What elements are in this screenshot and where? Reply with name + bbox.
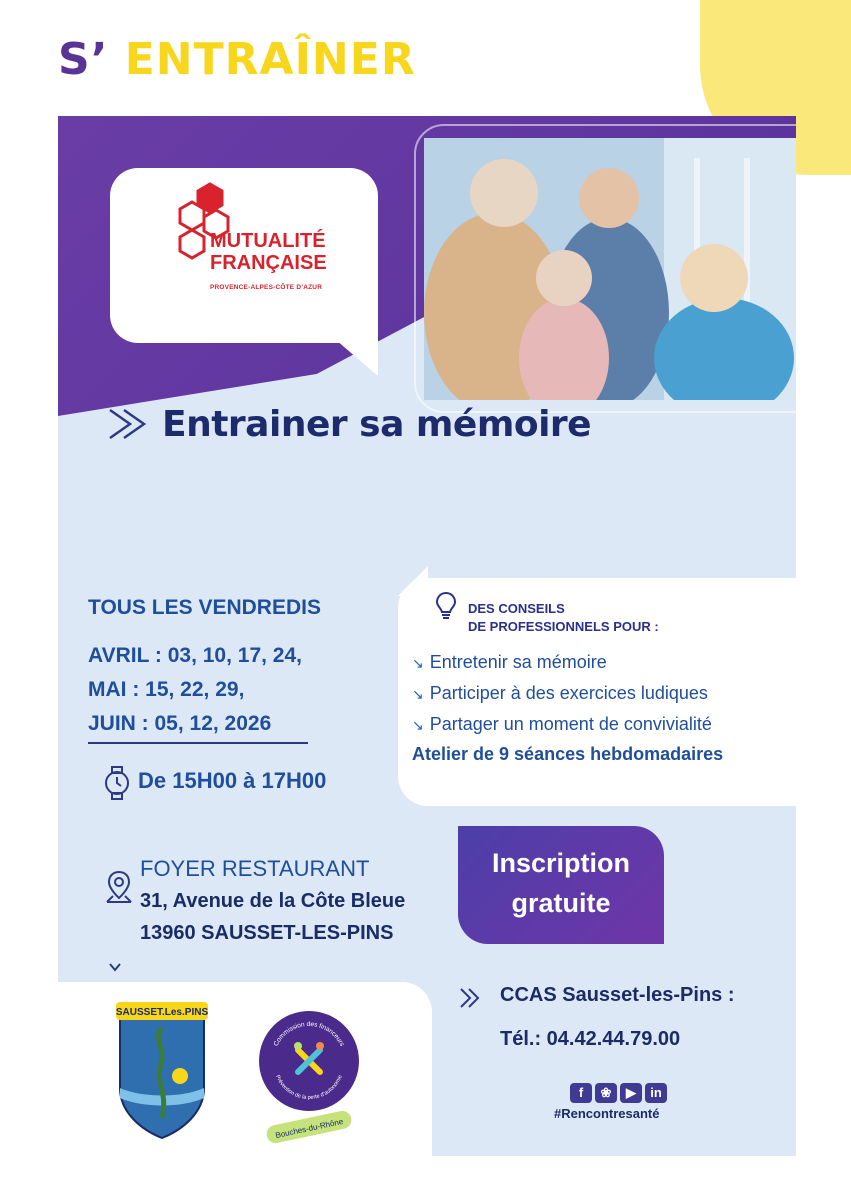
venue-address-line2: 13960 SAUSSET-LES-PINS (140, 922, 394, 944)
mutualite-name-line2: FRANÇAISE (210, 252, 327, 274)
watch-icon (102, 766, 132, 800)
advice-item-text: Entretenir sa mémoire (429, 652, 607, 672)
free-registration-badge (458, 826, 664, 944)
mutualite-name-line1: MUTUALITÉ (210, 230, 326, 252)
bluesky-icon[interactable]: ❀ (595, 1083, 617, 1103)
mutualite-region: PROVENCE-ALPES-CÔTE D’AZUR (210, 284, 323, 291)
hashtag: #Rencontresanté (554, 1106, 660, 1121)
date-line-april: AVRIL : 03, 10, 17, 24, (88, 644, 302, 667)
crest-label: SAUSSET.Les.PINS (115, 1007, 209, 1018)
event-poster (58, 116, 796, 1156)
social-links (570, 1082, 670, 1103)
seniors-photo (424, 138, 796, 400)
advice-item-text: Participer à des exercices ludiques (429, 683, 708, 703)
facebook-icon[interactable]: f (570, 1083, 592, 1103)
heading-prefix: S’ (58, 34, 109, 85)
sessions-info: Atelier de 9 séances hebdomadaires (412, 744, 724, 764)
chevron-right-small-icon (458, 986, 484, 1010)
town-crest-icon (112, 998, 212, 1140)
seniors-photo-illustration (424, 138, 796, 400)
heading-main: ENTRAÎNER (124, 34, 416, 85)
event-title: Entrainer sa mémoire (162, 404, 592, 445)
arrow-down-right-icon: ↘ (412, 717, 424, 733)
arrow-down-right-icon: ↘ (412, 655, 424, 671)
lightbulb-icon (434, 590, 458, 620)
contact-phone[interactable]: Tél.: 04.42.44.79.00 (500, 1028, 681, 1050)
advice-item-text: Partager un moment de convivialité (429, 714, 712, 734)
advice-title-line2: DE PROFESSIONNELS POUR : (468, 619, 659, 634)
advice-title (468, 600, 659, 636)
commission-line2: Prévention de la perte d’autonomie (274, 1074, 344, 1102)
date-line-june: JUIN : 05, 12, 2026 (88, 712, 272, 735)
linkedin-icon[interactable]: in (645, 1083, 667, 1103)
chevron-down-icon (108, 962, 122, 974)
contact-organization: CCAS Sausset-les-Pins : (500, 984, 735, 1006)
advice-item (412, 652, 607, 673)
session-time: De 15H00 à 17H00 (138, 768, 327, 793)
page-heading (58, 34, 416, 85)
commission-line1: Commission des financeurs (272, 1020, 346, 1048)
commission-logo-icon (254, 1006, 364, 1146)
dates-divider (88, 742, 308, 744)
mutualite-name (210, 230, 327, 274)
chevron-right-icon (104, 406, 152, 442)
advice-item (412, 683, 708, 704)
commission-badge: Bouches-du-Rhône (274, 1116, 344, 1141)
registration-line1: Inscription (491, 848, 630, 878)
venue-address-line1: 31, Avenue de la Côte Bleue (140, 890, 406, 912)
date-line-may: MAI : 15, 22, 29, (88, 678, 245, 701)
location-pin-icon (104, 870, 134, 904)
advice-item (412, 714, 712, 735)
arrow-down-right-icon: ↘ (412, 686, 424, 702)
youtube-icon[interactable]: ▶ (620, 1083, 642, 1103)
schedule-heading: TOUS LES VENDREDIS (88, 596, 321, 619)
advice-title-line1: DES CONSEILS (468, 601, 565, 616)
venue-name: FOYER RESTAURANT (140, 856, 370, 881)
registration-line2: gratuite (511, 888, 611, 918)
